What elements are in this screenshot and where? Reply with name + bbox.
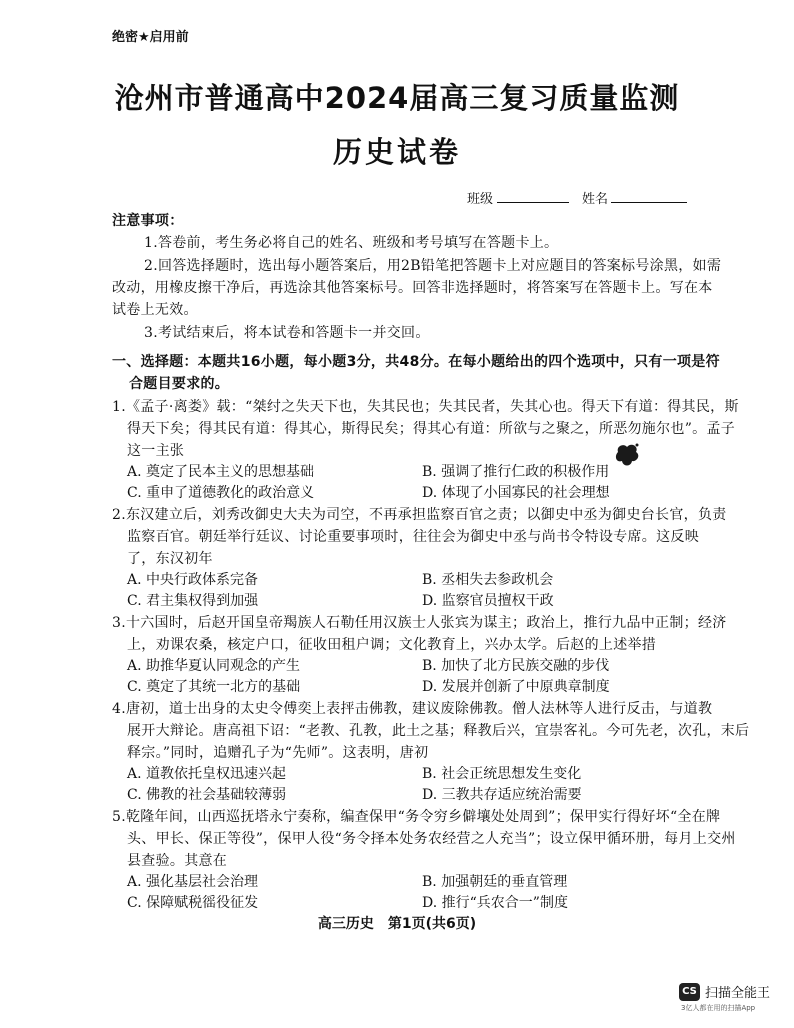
question-stem-line: 2.东汉建立后，刘秀改御史大夫为司空，不再承担监察百官之责；以御史中丞为御史台长官，负责: [112, 507, 727, 523]
question-stem-line: 上，劝课农桑，核定户口，征收田租户调；文化教育上，兴办太学。后赵的上述举措: [127, 637, 657, 653]
exam-subject-title: 历史试卷: [332, 135, 461, 169]
question-stem-line: 释宗。”同时，追赠孔子为“先师”。这表明，唐初: [127, 745, 429, 761]
notice-line: 2.回答选择题时，选出每小题答案后，用2B铅笔把答题卡上对应题目的答案标号涂黑，如需: [144, 258, 722, 274]
option-b: B. 加快了北方民族交融的步伐: [422, 658, 610, 674]
option-b: B. 加强朝廷的垂直管理: [422, 874, 568, 890]
option-c: C. 君主集权得到加强: [127, 593, 259, 609]
class-field-label: 班级: [467, 192, 494, 207]
option-c: C. 保障赋税徭役征发: [127, 895, 259, 911]
question-stem-line: 得天下矣；得其民有道：得其心，斯得民矣；得其心有道：所欲与之聚之，所恶勿施尔也”。孟子: [127, 421, 736, 437]
option-a: A. 道教依托皇权迅速兴起: [127, 766, 287, 782]
question-stem-line: 县查验。其意在: [127, 853, 228, 869]
confidential-label: 绝密★启用前: [112, 30, 189, 45]
option-b: B. 丞相失去参政机会: [422, 572, 554, 588]
notice-heading: 注意事项：: [112, 213, 184, 229]
option-d: D. 发展并创新了中原典章制度: [422, 679, 610, 695]
option-b: B. 强调了推行仁政的积极作用: [422, 464, 610, 480]
name-field-label: 姓名: [582, 192, 609, 207]
section-heading: 一、选择题：本题共16小题，每小题3分，共48分。在每小题给出的四个选项中，只有一项是符: [112, 354, 720, 370]
question-stem-line: 展开大辩论。唐高祖下诏：“老教、孔教，此土之基；释教后兴，宜崇客礼。今可先老，次孔，末后: [127, 723, 750, 739]
exam-title: 沧州市普通高中2024届高三复习质量监测: [114, 81, 680, 115]
notice-line: 试卷上无效。: [112, 302, 198, 318]
question-stem-line: 监察百官。朝廷举行廷议、讨论重要事项时，往往会为御史中丞与尚书令特设专席。这反映: [127, 529, 699, 545]
question-stem-line: 头、甲长、保正等役”，保甲人役“务令择本处务农经营之人充当”；设立保甲循环册，每月上交州: [127, 831, 736, 847]
option-c: C. 奠定了其统一北方的基础: [127, 679, 301, 695]
page-footer: 高三历史 第1页(共6页): [317, 916, 477, 932]
question-stem-line: 了，东汉初年: [127, 551, 213, 567]
section-heading-cont: 合题目要求的。: [129, 376, 230, 392]
watermark-tagline: 3亿人都在用的扫描App: [681, 1004, 756, 1012]
name-field-blank: [611, 190, 687, 203]
class-field-blank: [497, 190, 569, 203]
option-a: A. 强化基层社会治理: [127, 874, 259, 890]
watermark-app-name: 扫描全能王: [705, 986, 771, 1001]
ink-blot-mark: [612, 440, 642, 470]
question-stem-line: 这一主张: [127, 443, 185, 459]
option-d: D. 三教共存适应统治需要: [422, 787, 582, 803]
notice-line: 3.考试结束后，将本试卷和答题卡一并交回。: [144, 325, 430, 341]
question-stem-line: 5.乾隆年间，山西巡抚塔永宁奏称，编查保甲“务令穷乡僻壤处处周到”；保甲实行得好坏“全在牌: [112, 809, 721, 825]
notice-line: 改动，用橡皮擦干净后，再选涂其他答案标号。回答非选择题时，将答案写在答题卡上。写在本: [112, 280, 713, 296]
question-stem-line: 4.唐初，道士出身的太史令傅奕上表抨击佛教，建议废除佛教。僧人法林等人进行反击，与道教: [112, 701, 713, 717]
question-stem-line: 3.十六国时，后赵开国皇帝羯族人石勒任用汉族士人张宾为谋主；政治上，推行九品中正制；经济: [112, 615, 727, 631]
option-a: A. 助推华夏认同观念的产生: [127, 658, 301, 674]
question-stem-line: 1.《孟子·离娄》载：“桀纣之失天下也，失其民也；失其民者，失其心也。得天下有道：得其民，斯: [112, 399, 739, 415]
option-c: C. 重申了道德教化的政治意义: [127, 485, 315, 501]
option-d: D. 监察官员擅权干政: [422, 593, 554, 609]
camscanner-logo-icon: CS: [679, 983, 700, 1001]
option-b: B. 社会正统思想发生变化: [422, 766, 582, 782]
option-c: C. 佛教的社会基础较薄弱: [127, 787, 287, 803]
option-a: A. 中央行政体系完备: [127, 572, 259, 588]
option-a: A. 奠定了民本主义的思想基础: [127, 464, 315, 480]
option-d: D. 体现了小国寡民的社会理想: [422, 485, 610, 501]
notice-line: 1.答卷前，考生务必将自己的姓名、班级和考号填写在答题卡上。: [144, 235, 559, 251]
option-d: D. 推行“兵农合一”制度: [422, 895, 568, 911]
